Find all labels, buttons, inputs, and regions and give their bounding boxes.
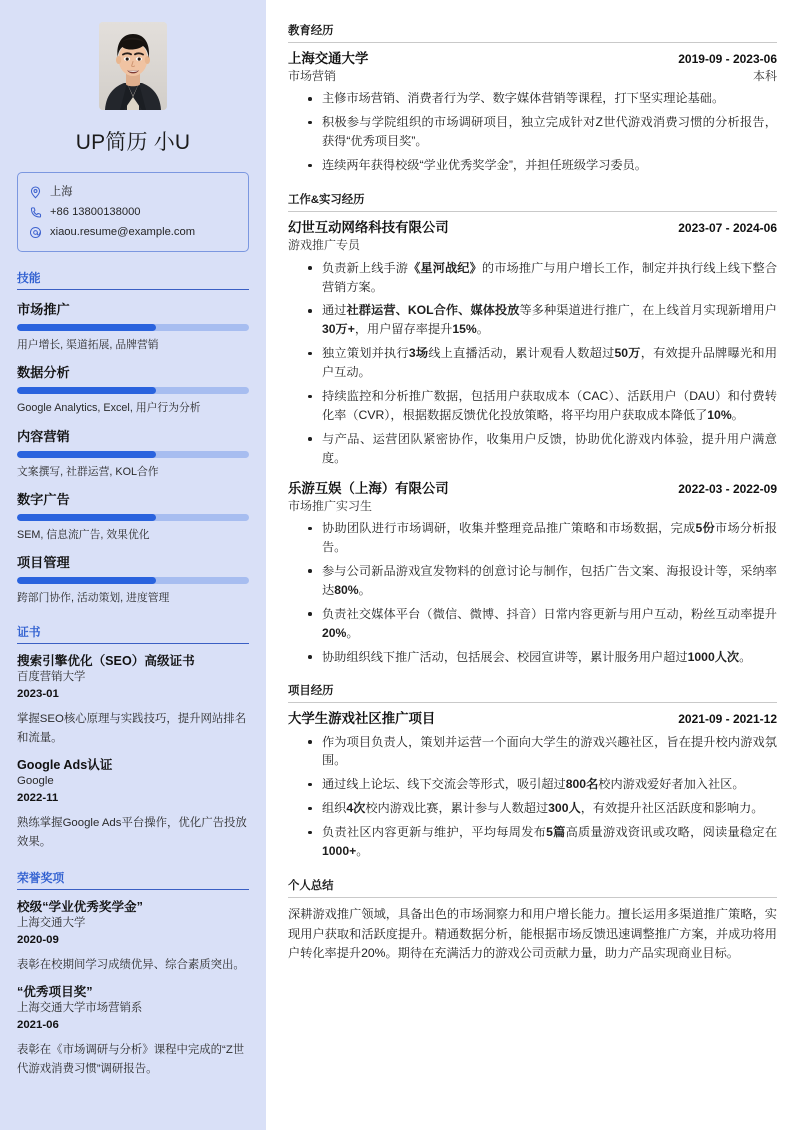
award-desc: 表彰在《市场调研与分析》课程中完成的“Z世代游戏消费习惯”调研报告。 bbox=[17, 1044, 245, 1075]
bullet-item: 协助团队进行市场调研，收集并整理竞品推广策略和市场数据，完成5份市场分析报告。 bbox=[308, 519, 777, 557]
section-title-certificates: 证书 bbox=[17, 623, 249, 644]
skill-detail: 跨部门协作, 活动策划, 进度管理 bbox=[17, 591, 170, 604]
bullet-item: 负责社交媒体平台（微信、微博、抖音）日常内容更新与用户互动，粉丝互动率提升20%。 bbox=[308, 605, 777, 643]
work-entry bbox=[288, 219, 777, 468]
certificate-desc: 掌握SEO核心原理与实践技巧，提升网站排名和流量。 bbox=[17, 713, 247, 744]
skill-bar-fill bbox=[17, 514, 156, 521]
award-date: 2020-09 bbox=[17, 934, 59, 947]
company-name: 乐游互娱（上海）有限公司 bbox=[288, 480, 449, 496]
project-entry-head bbox=[288, 710, 777, 728]
bullet-item: 负责新上线手游《星河战纪》的市场推广与用户增长工作，制定并执行线上线下整合营销方案。 bbox=[308, 259, 777, 297]
section-summary bbox=[288, 877, 777, 964]
section-title-education: 教育经历 bbox=[288, 22, 777, 43]
skill-item bbox=[17, 426, 249, 480]
certificate-title: 搜索引擎优化（SEO）高级证书 bbox=[17, 653, 195, 668]
project-name: 大学生游戏社区推广项目 bbox=[288, 711, 436, 727]
contact-email bbox=[29, 222, 237, 242]
education-entries bbox=[288, 50, 777, 175]
education-entry-sub bbox=[288, 68, 777, 85]
section-title-awards: 荣誉奖项 bbox=[17, 869, 249, 890]
bullet-item: 积极参与学院组织的市场调研项目，独立完成针对Z世代游戏消费习惯的分析报告，获得“优秀项目奖”。 bbox=[308, 113, 777, 151]
project-entries bbox=[288, 710, 777, 861]
section-title-summary: 个人总结 bbox=[288, 877, 777, 898]
bullet-item: 通过社群运营、KOL合作、媒体投放等多种渠道进行推广，在上线首月实现新增用户30万+，用户留存率提升15%。 bbox=[308, 301, 777, 339]
job-role: 市场推广实习生 bbox=[288, 498, 373, 513]
location-pin-icon bbox=[29, 186, 42, 199]
degree-name: 本科 bbox=[752, 69, 777, 84]
work-entry-head bbox=[288, 480, 777, 498]
skill-detail: 文案撰写, 社群运营, KOL合作 bbox=[17, 465, 159, 478]
skill-name: 数字广告 bbox=[17, 491, 70, 507]
bullet-item: 连续两年获得校级“学业优秀奖学金”，并担任班级学习委员。 bbox=[308, 156, 777, 175]
bullet-item: 与产品、运营团队紧密协作，收集用户反馈，协助优化游戏内体验，提升用户满意度。 bbox=[308, 430, 777, 468]
education-entry-head bbox=[288, 50, 777, 68]
award-desc: 表彰在校期间学习成绩优异、综合素质突出。 bbox=[17, 959, 245, 972]
bullet-list bbox=[288, 733, 777, 861]
skill-name: 数据分析 bbox=[17, 365, 70, 381]
education-entry bbox=[288, 50, 777, 175]
contact-location-value: 上海 bbox=[50, 185, 73, 198]
bullet-item: 独立策划并执行3场线上直播活动，累计观看人数超过50万，有效提升品牌曝光和用户互动。 bbox=[308, 344, 777, 382]
skill-name: 项目管理 bbox=[17, 554, 70, 570]
certificate-date: 2022-11 bbox=[17, 792, 59, 805]
section-work bbox=[288, 191, 777, 666]
award-item bbox=[17, 984, 249, 1079]
award-title: “优秀项目奖” bbox=[17, 984, 93, 999]
bullet-item: 参与公司新品游戏宣发物料的创意讨论与制作，包括广告文案、海报设计等，采纳率达80%。 bbox=[308, 562, 777, 600]
work-entry-head bbox=[288, 219, 777, 237]
skill-bar-track bbox=[17, 451, 249, 458]
work-date: 2022-03 - 2022-09 bbox=[678, 481, 777, 496]
skill-bar-track bbox=[17, 324, 249, 331]
email-at-icon bbox=[29, 226, 42, 239]
bullet-item: 主修市场营销、消费者行为学、数字媒体营销等课程，打下坚实理论基础。 bbox=[308, 89, 777, 108]
section-title-projects: 项目经历 bbox=[288, 682, 777, 703]
bullet-list bbox=[288, 259, 777, 468]
work-entry bbox=[288, 480, 777, 667]
bullet-item: 通过线上论坛、线下交流会等形式，吸引超过800名校内游戏爱好者加入社区。 bbox=[308, 775, 777, 794]
work-entry-sub bbox=[288, 498, 777, 515]
skill-name: 内容营销 bbox=[17, 428, 70, 444]
sidebar bbox=[0, 0, 266, 1130]
work-entry-sub bbox=[288, 237, 777, 254]
bullet-list bbox=[288, 519, 777, 666]
photo-container bbox=[17, 22, 249, 110]
skill-detail: SEM, 信息流广告, 效果优化 bbox=[17, 528, 150, 541]
portrait-photo bbox=[99, 22, 167, 110]
main-column bbox=[266, 0, 799, 1130]
contact-location bbox=[29, 182, 237, 202]
bullet-item: 作为项目负责人，策划并运营一个面向大学生的游戏兴趣社区，旨在提升校内游戏氛围。 bbox=[308, 733, 777, 771]
skill-bar-track bbox=[17, 577, 249, 584]
skill-name: 市场推广 bbox=[17, 302, 70, 318]
work-entries bbox=[288, 219, 777, 666]
section-education bbox=[288, 22, 777, 175]
skill-bar-fill bbox=[17, 577, 156, 584]
skills-list bbox=[17, 299, 249, 606]
award-org: 上海交通大学 bbox=[17, 917, 86, 930]
section-title-work: 工作&实习经历 bbox=[288, 191, 777, 212]
skill-bar-fill bbox=[17, 324, 156, 331]
skill-bar-fill bbox=[17, 387, 156, 394]
award-org: 上海交通大学市场营销系 bbox=[17, 1002, 143, 1015]
bullet-item: 组织4次校内游戏比赛，累计参与人数超过300人，有效提升社区活跃度和影响力。 bbox=[308, 799, 777, 818]
certificate-desc: 熟练掌握Google Ads平台操作，优化广告投放效果。 bbox=[17, 817, 247, 848]
certificate-item bbox=[17, 653, 249, 748]
skill-detail: 用户增长, 渠道拓展, 品牌营销 bbox=[17, 339, 159, 352]
skill-detail: Google Analytics, Excel, 用户行为分析 bbox=[17, 402, 201, 415]
major-name: 市场营销 bbox=[288, 69, 337, 84]
education-date: 2019-09 - 2023-06 bbox=[678, 52, 777, 66]
skill-item bbox=[17, 362, 249, 416]
contact-email-value: xiaou.resume@example.com bbox=[50, 225, 196, 238]
certificate-item bbox=[17, 757, 249, 852]
phone-icon bbox=[29, 206, 42, 219]
section-projects bbox=[288, 682, 777, 861]
skill-item bbox=[17, 552, 249, 606]
project-date: 2021-09 - 2021-12 bbox=[678, 712, 777, 727]
certificate-date: 2023-01 bbox=[17, 688, 59, 701]
project-entry bbox=[288, 710, 777, 861]
contact-phone-value: +86 13800138000 bbox=[50, 205, 141, 218]
company-name: 幻世互动网络科技有限公司 bbox=[288, 220, 449, 236]
work-date: 2023-07 - 2024-06 bbox=[678, 221, 777, 236]
bullet-item: 负责社区内容更新与维护，平均每周发布5篇高质量游戏资讯或攻略，阅读量稳定在1000+。 bbox=[308, 823, 777, 861]
job-role: 游戏推广专员 bbox=[288, 238, 361, 253]
skill-bar-track bbox=[17, 514, 249, 521]
skill-item bbox=[17, 299, 249, 353]
bullet-item: 协助组织线下推广活动，包括展会、校园宣讲等，累计服务用户超过1000人次。 bbox=[308, 648, 777, 667]
school-name: 上海交通大学 bbox=[288, 51, 369, 66]
certificate-org: 百度营销大学 bbox=[17, 671, 86, 684]
bullet-list bbox=[288, 89, 777, 175]
skill-bar-fill bbox=[17, 451, 156, 458]
certificate-title: Google Ads认证 bbox=[17, 757, 113, 772]
section-title-skills: 技能 bbox=[17, 269, 249, 290]
skill-item bbox=[17, 489, 249, 543]
certificates-list bbox=[17, 653, 249, 852]
certificate-org: Google bbox=[17, 775, 54, 788]
awards-list bbox=[17, 899, 249, 1079]
award-item bbox=[17, 899, 249, 975]
award-title: 校级“学业优秀奖学金” bbox=[17, 899, 143, 914]
contact-phone bbox=[29, 202, 237, 222]
bullet-item: 持续监控和分析推广数据，包括用户获取成本（CAC）、活跃用户（DAU）和付费转化率（CVR），根据数据反馈优化投放策略，将平均用户获取成本降低了10%。 bbox=[308, 387, 777, 425]
contact-box bbox=[17, 172, 249, 252]
award-date: 2021-06 bbox=[17, 1019, 59, 1032]
skill-bar-track bbox=[17, 387, 249, 394]
person-name: UP简历 小U bbox=[75, 131, 191, 154]
summary-text: 深耕游戏推广领域，具备出色的市场洞察力和用户增长能力。擅长运用多渠道推广策略，实现用户获取和活跃度提升。精通数据分析，能根据市场反馈迅速调整推广方案，并成功将用户转化率提升20%。期待在充满活力的游戏公司贡献力量，助力产品实现商业目标。 bbox=[288, 907, 777, 961]
